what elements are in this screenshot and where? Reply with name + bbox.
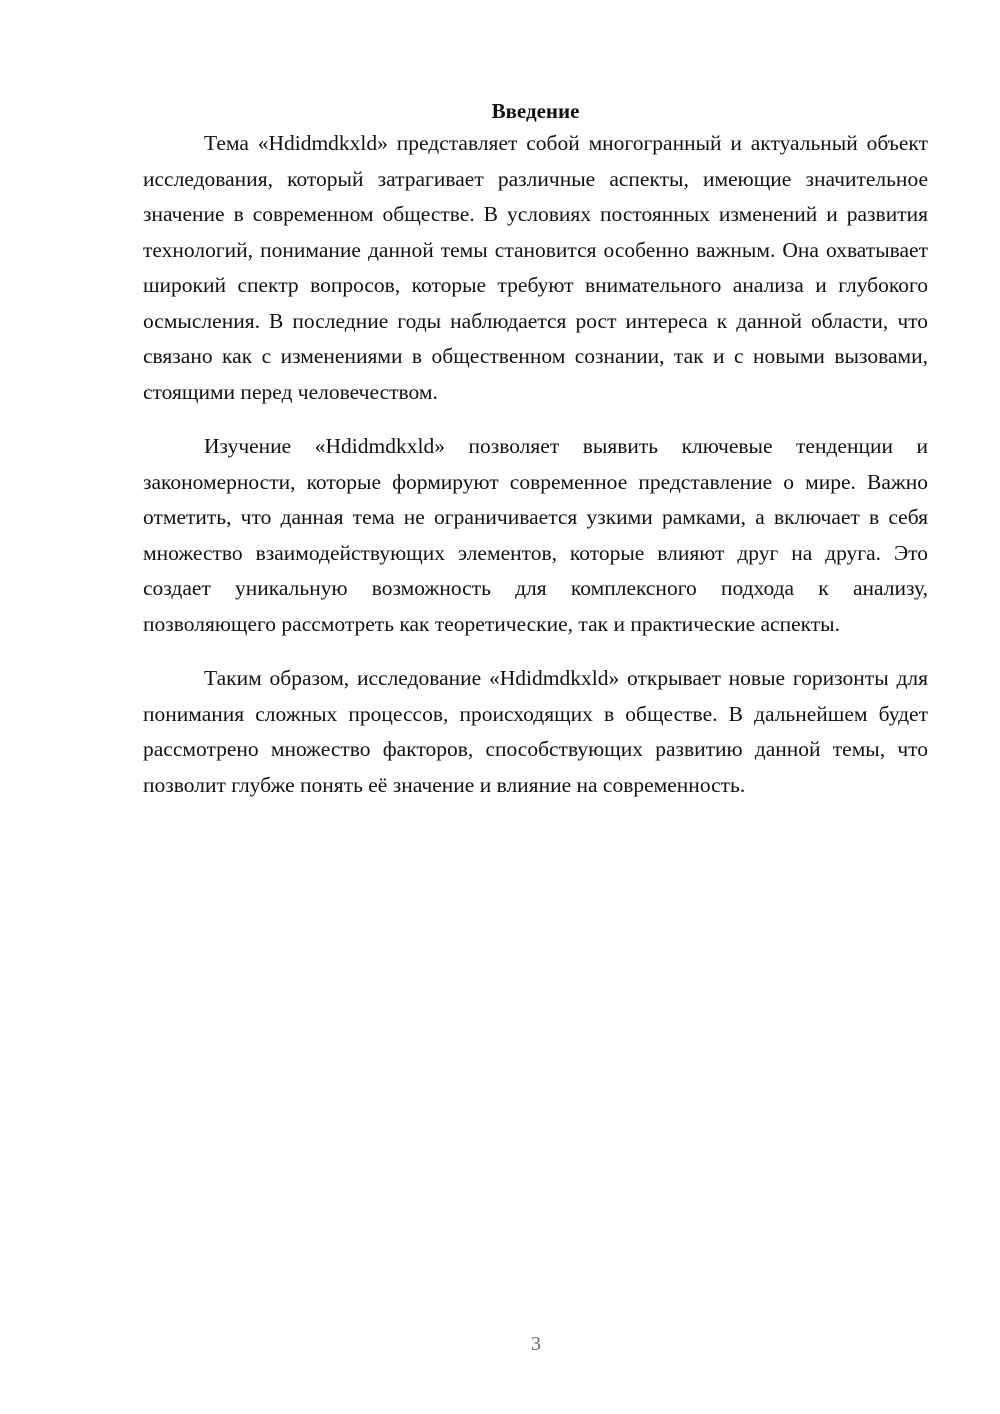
page-number: 3: [531, 1333, 541, 1355]
page-content: [143, 96, 928, 803]
paragraph-1: Тема «Hdidmdkxld» представляет собой многогранный и актуальный объект исследования, который затрагивает различные аспекты, имеющие значительное значение в современном обществе. В условиях постоянных изменений и развития технологий, понимание данной темы становится особенно важным. Она охватывает широкий спектр вопросов, которые требуют внимательного анализа и глубокого осмысления. В последние годы наблюдается рост интереса к данной области, что связано как с изменениями в общественном сознании, так и с новыми вызовами, стоящими перед человечеством.: [143, 131, 928, 404]
section-heading: Введение: [491, 99, 580, 123]
paragraph-2: Изучение «Hdidmdkxld» позволяет выявить ключевые тенденции и закономерности, которые формируют современное представление о мире. Важно отметить, что данная тема не ограничивается узкими рамками, а включает в себя множество взаимодействующих элементов, которые влияют друг на друга. Это создает уникальную возможность для комплексного подхода к анализу, позволяющего рассмотреть как теоретические, так и практические аспекты.: [143, 434, 928, 636]
paragraph-3: Таким образом, исследование «Hdidmdkxld» открывает новые горизонты для понимания сложных процессов, происходящих в обществе. В дальнейшем будет рассмотрено множество факторов, способствующих развитию данной темы, что позволит глубже понять её значение и влияние на современность.: [143, 666, 928, 797]
